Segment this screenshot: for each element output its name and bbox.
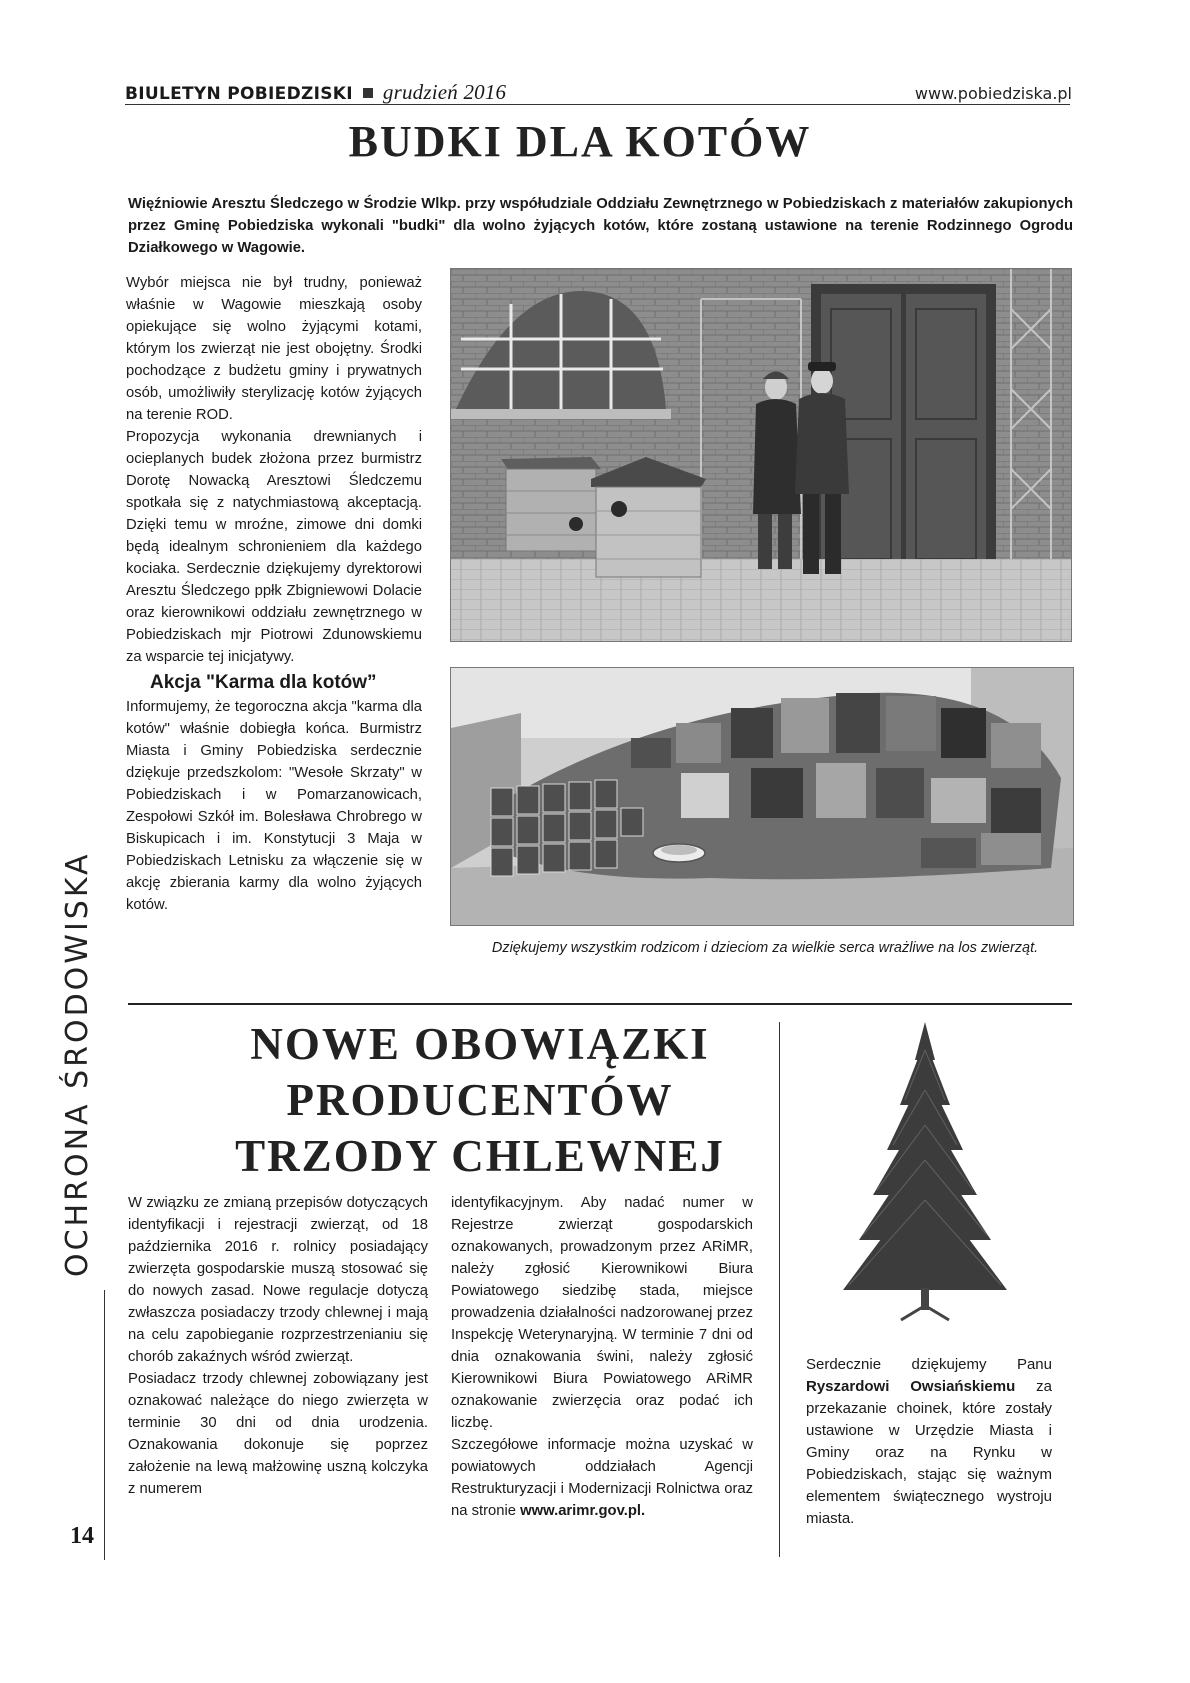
website-link[interactable]: www.pobiedziska.pl [914,84,1072,103]
thanks-text: Serdecznie dziękujemy Panu [806,1356,1052,1373]
article-title-budki: BUDKI DLA KOTÓW [348,117,812,166]
title-line: TRZODY CHLEWNEJ [235,1131,725,1181]
paragraph [451,1434,753,1522]
section-side-label: OCHRONA ŚRODOWISKA [60,851,95,1277]
photo-caption: Dziękujemy wszystkim rodzicom i dzieciom za wielkie serca wrażliwe na los zwierząt. [491,940,1039,956]
article-lead: Więźniowie Aresztu Śledczego w Środzie Wlkp. przy współudziale Oddziału Zewnętrznego w Pobiedziskach z materiałów zakupionych przez Gminę Pobiedziska wykonali "budki" dla wolno żyjących kotów, które zostaną ustawione na terenie Rodzinnego Ogrodu Działkowego w Wagowie. [128,195,1073,256]
page-number: 14 [70,1523,94,1549]
title-line: PRODUCENTÓW [286,1075,674,1125]
article-body-budki [126,272,422,916]
christmas-tree-image [815,1020,1035,1340]
title-line: NOWE OBOWIĄZKI [250,1019,710,1069]
column-divider [779,1022,780,1557]
publication-name: BIULETYN POBIEDZISKI [125,84,353,104]
photo-cat-food [450,667,1074,926]
paragraph: Propozycja wykonania drewnianych i ocieplanych budek złożona przez burmistrz Dorotę Nowacką Aresztowi Śledczemu spotkała się z natychmiastową akceptacją. Dzięki temu w mroźne, zimowe dni domki będą idealnym schronieniem dla każdego kociaka. Serdecznie dziękujemy dyrektorowi Aresztu Śledczego ppłk Zbigniewowi Dolacie oraz kierownikowi oddziału zewnętrznego w Pobiedziskach mjr Piotrowi Zdunowskiemu za wsparcie tej inicjatywy. [126,429,422,665]
article-body-trzoda-right [451,1192,753,1522]
thanks-name: Ryszardowi Owsiańskiemu [806,1378,1016,1395]
paragraph-text: Szczegółowe informacje można uzyskać w powiatowych oddziałach Agencji Restrukturyzacji i Modernizacji Rolnictwa oraz na stronie [451,1437,753,1519]
subheading-karma: Akcja "Karma dla kotów” [150,672,377,693]
square-bullet-icon [363,88,373,98]
paragraph: W związku ze zmianą przepisów dotyczących identyfikacji i rejestracji zwierząt, od 18 października 2016 r. rolnicy posiadający zwierzęta gospodarskie muszą stosować się do nowych zasad. Nowe regulacje dotyczą zwłaszcza posiadaczy trzody chlewnej i mają na celu zapobieganie rozprzestrzenianiu się chorób zakaźnych wśród zwierząt. [128,1195,428,1365]
paragraph: Wybór miejsca nie był trudny, ponieważ właśnie w Wagowie mieszkają osoby opiekujące się wolno żyjącymi kotami, którym los zwierząt nie jest obojętny. Środki pochodzące z budżetu gminy i prywatnych osób, umożliwiły sterylizację kotów żyjących na terenie ROD. [126,275,422,423]
header-divider [125,104,1070,105]
paragraph: Informujemy, że tegoroczna akcja "karma dla kotów" właśnie dobiegła końca. Burmistrz Miasta i Gminy Pobiedziska serdecznie dziękuje przedszkolom: "Wesołe Skrzaty" w Pobiedziskach i w Pomarzanowicach, Zespołowi Szkół im. Bolesława Chrobrego w Biskupicach i im. Konstytucji 3 Maja w Pobiedziskach Letnisku za włączenie się w akcję zbierania karmy dla wolno żyjących kotów. [126,699,422,913]
thanks-note [806,1354,1052,1530]
side-rule [104,1290,105,1560]
paragraph: identyfikacyjnym. Aby nadać numer w Rejestrze zwierząt gospodarskich oznakowanych, prowadzonym przez ARiMR, należy zgłosić Kierownikowi Biura Powiatowego siedzibę stada, miejsce prowadzenia działalności nadzorowanej przez Inspekcję Weterynaryjną. W terminie 7 dni od dnia oznakowania świni, należy zgłosić Kierownikowi Biura Powiatowego ARiMR oznakowanie zwierzęcia oraz podać ich liczbę. [451,1195,753,1431]
thanks-text: za przekazanie choinek, które zostały ustawione w Urzędzie Miasta i Gminy oraz na Rynku w Pobiedziskach, stając się ważnym elementem świątecznego wystroju miasta. [806,1378,1052,1527]
section-divider [128,1003,1072,1005]
article-body-trzoda-left [128,1192,428,1500]
issue-date: grudzień 2016 [382,80,507,104]
header-publication [125,80,506,105]
article-title-trzoda [170,1016,790,1184]
arimr-link[interactable]: www.arimr.gov.pl. [520,1503,646,1519]
paragraph: Posiadacz trzody chlewnej zobowiązany jest oznakować należące do niego zwierzęta w terminie 30 dni od dnia urodzenia. Oznakowania dokonuje się poprzez założenie na lewą małżowinę uszną kolczyka z numerem [128,1371,428,1497]
photo-cat-houses [450,268,1072,642]
